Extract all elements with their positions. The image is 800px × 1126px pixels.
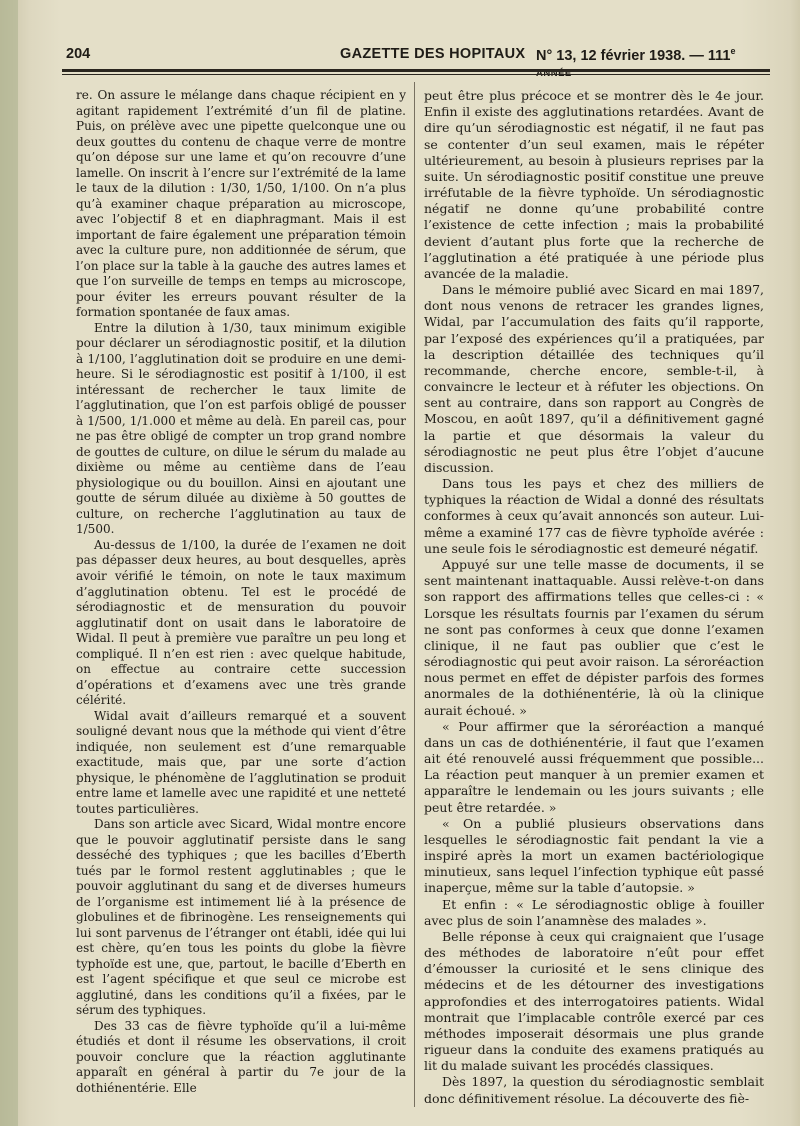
paragraph: Des 33 cas de fièvre typhoïde qu’il a lui-même étudiés et dont il résume les observations, il croit pouvoir conclure que la réaction agglutinante apparaît en général à partir du 7e jour de la dothiénentérie. Elle — [76, 1018, 406, 1095]
paragraph: Dans tous les pays et chez des milliers de typhiques la réaction de Widal a donné des résultats conformes à ceux qu’avait annoncés son auteur. Lui-même a examiné 177 cas de fièvre typhoïde avérée : une seule fois le sérodiagnostic est demeuré négatif. — [424, 476, 764, 556]
paragraph: Widal avait d’ailleurs remarqué et a souvent souligné devant nous que la méthode qui vient d’être indiquée, non seulement est d’une remarquable exactitude, mais que, par une sorte d’action physique, le phénomène de l’agglutination se produit entre lame et lamelle avec une rapidité et une netteté toutes particulières. — [76, 708, 406, 816]
journal-title: GAZETTE DES HOPITAUX — [340, 46, 526, 62]
paragraph: Et enfin : « Le sérodiagnostic oblige à fouiller avec plus de soin l’anamnèse des malades ». — [424, 896, 764, 928]
page-edge-shadow — [0, 0, 18, 1126]
paragraph: Dans son article avec Sicard, Widal montre encore que le pouvoir agglutinatif persiste dans le sang desséché des typhiques ; que les bacilles d’Eberth tués par le formol restent agglutinables ; que le pouvoir agglutinant du sang et de diverses humeurs de l’organisme est intimement lié à la présence de globulines et de fibrinogène. Les renseignements qui lui sont parvenus de l’étranger ont établi, idée qui lui est chère, qu’en tous les points du globe la fièvre typhoïde est une, que, partout, le bacille d’Eberth en est l’agent spécifique et que seul ce microbe est agglutiné, dans les conditions qu’il a fixées, par le sérum des typhiques. — [76, 817, 406, 1018]
issue-date: N° 13, 12 février 1938. — 111 — [536, 47, 731, 64]
issue-superscript: e — [730, 46, 736, 56]
page-header — [66, 46, 766, 68]
paragraph: Belle réponse à ceux qui craignaient que l’usage des méthodes de laboratoire n’eût pour effet d’émousser la curiosité et le sens clinique des médecins et de les détourner des investigations approfondies et des interrogatoires patients. Widal montrait que l’implacable contrôle exercé par ces méthodes imposerait désormais une plus grande rigueur dans la conduite des examens pratiqués au lit du malade suivant les procédés classiques. — [424, 928, 764, 1074]
left-column — [76, 88, 406, 1097]
column-divider — [414, 82, 415, 1107]
paragraph: re. On assure le mélange dans chaque récipient en y agitant rapidement l’extrémité d’un fil de platine. Puis, on prélève avec une pipette quelconque une ou deux gouttes du contenu de chaque verre de montre qu’on dépose sur une lame et qu’on recouvre d’une lamelle. On inscrit à l’encre sur l’extrémité de la lame le taux de la dilution : 1/30, 1/50, 1/100. On n’a plus qu’à examiner chaque préparation au microscope, avec l’objectif 8 et en diaphragmant. Mais il est important de faire également une préparation témoin avec la culture pure, non additionnée de sérum, que l’on place sur la table à la gauche des autres lames et que l’on surveille de temps en temps au microscope, pour éviter les erreurs pouvant résulter de la formation spontanée de faux amas. — [76, 88, 406, 320]
paragraph: peut être plus précoce et se montrer dès le 4e jour. Enfin il existe des agglutinations retardées. Avant de dire qu’un sérodiagnostic est négatif, il ne faut pas se contenter d’un seul examen, mais le répéter ultérieurement, au besoin à plusieurs reprises par la suite. Un sérodiagnostic positif constitue une preuve irréfutable de la fièvre typhoïde. Un sérodiagnostic négatif ne donne qu’une probabilité contre l’existence de cette infection ; mais la probabilité devient d’autant plus forte que la recherche de l’agglutination a été pratiquée à une période plus avancée de la maladie. — [424, 88, 764, 281]
paragraph: Appuyé sur une telle masse de documents, il se sent maintenant inattaquable. Aussi relève-t-on dans son rapport des affirmations telles que celles-ci : « Lorsque les résultats fournis par l’examen du sérum ne sont pas conformes à ceux que donne l’examen clinique, il ne faut pas oublier que c’est le sérodiagnostic qui peut avoir raison. La séroréaction nous permet en effet de dépister parfois des formes anormales de la dothiénentérie, là où la clinique aurait échoué. » — [424, 556, 764, 718]
right-column — [424, 88, 764, 1107]
header-rule-thin — [62, 74, 770, 75]
page-number: 204 — [66, 46, 91, 62]
header-rule-thick — [62, 69, 770, 72]
paragraph: Au-dessus de 1/100, la durée de l’examen ne doit pas dépasser deux heures, au bout desquelles, après avoir vérifié le témoin, on note le taux maximum d’agglutination obtenu. Tel est le procédé de sérodiagnostic et de mensuration du pouvoir agglutinatif dont on usait dans le laboratoire de Widal. Il peut à première vue paraître un peu long et compliqué. Il n’en est rien : avec quelque habitude, on effectue au contraire cette succession d’opérations et d’examens avec une très grande célérité. — [76, 537, 406, 708]
paragraph: Dans le mémoire publié avec Sicard en mai 1897, dont nous venons de retracer les grandes lignes, Widal, par l’accumulation des faits qu’il rapporte, par l’exposé des expériences qu’il a pratiquées, par la description détaillée des techniques qu’il recommande, cherche encore, semble-t-il, à convaincre le lecteur et à réfuter les objections. On sent au contraire, dans son rapport au Congrès de Moscou, en août 1897, qu’il a définitivement gagné la partie et que désormais la valeur du sérodiagnostic ne peut plus être l’objet d’aucune discussion. — [424, 282, 764, 475]
paragraph: « Pour affirmer que la séroréaction a manqué dans un cas de dothiénentérie, il faut que l’examen ait été renouvelé aussi fréquemment que possible... La réaction peut manquer à un premier examen et apparaître le lendemain ou les jours suivants ; elle peut être retardée. » — [424, 718, 764, 815]
paragraph: Entre la dilution à 1/30, taux minimum exigible pour déclarer un sérodiagnostic positif, et la dilution à 1/100, l’agglutination doit se produire en une demi-heure. Si le sérodiagnostic est positif à 1/100, il est intéressant de rechercher le taux limite de l’agglutination, que l’on est parfois obligé de pousser à 1/500, 1/1.000 et même au delà. En pareil cas, pour ne pas être obligé de compter un trop grand nombre de gouttes de culture, on dilue le sérum du malade au dixième ou même au centième dans de l’eau physiologique ou du bouillon. Ainsi en ajoutant une goutte de sérum diluée au dixième à 50 gouttes de culture, on recherche l’agglutination au taux de 1/500. — [76, 320, 406, 537]
paragraph: Dès 1897, la question du sérodiagnostic semblait donc définitivement résolue. La découverte des fiè- — [424, 1074, 764, 1106]
paragraph: « On a publié plusieurs observations dans lesquelles le sérodiagnostic fait pendant la vie a inspiré après la mort un examen bactériologique minutieux, sans lequel l’infection typhique eût passé inaperçue, même sur la table d’autopsie. » — [424, 815, 764, 896]
